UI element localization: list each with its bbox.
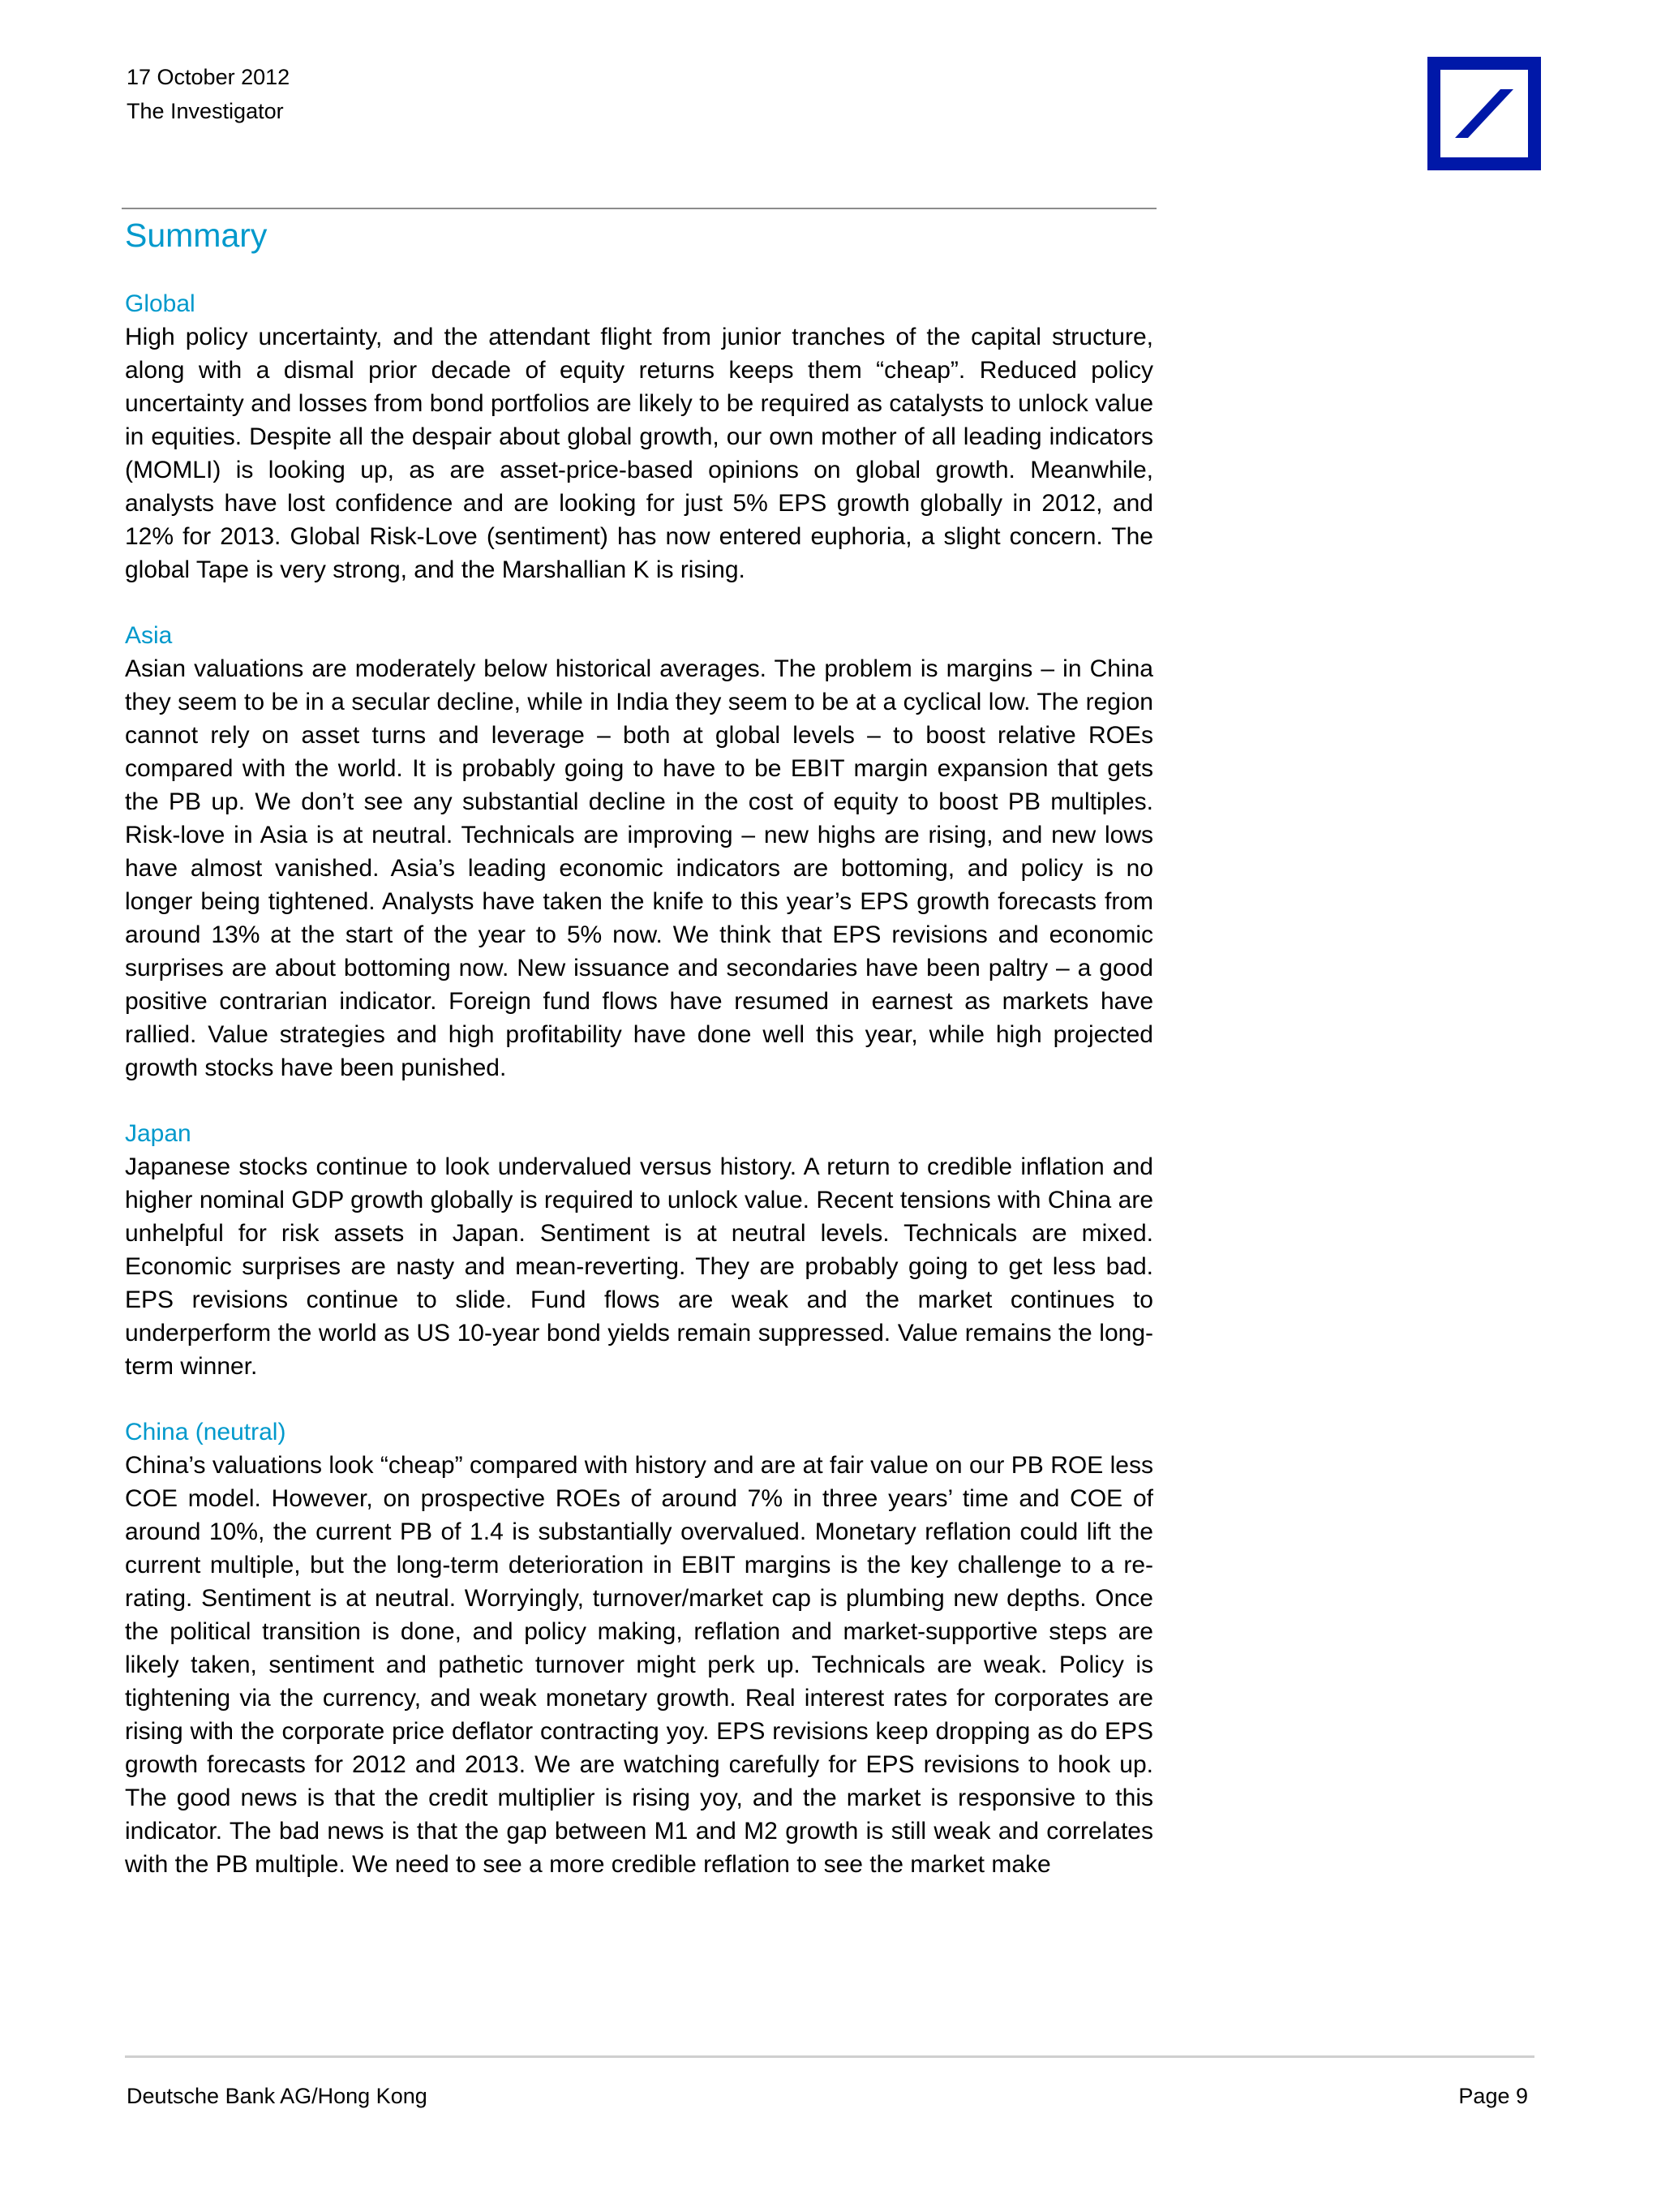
- section-global: [125, 287, 1153, 586]
- section-body: High policy uncertainty, and the attendant flight from junior tranches of the capital structure, along with a dismal prior decade of equity returns keeps them “cheap”. Reduced policy uncertainty and losses from bond portfolios are likely to be required as catalysts to unlock value in equities. Despite all the despair about global growth, our own mother of all leading indicators (MOMLI) is looking up, as are asset-price-based opinions on global growth. Meanwhile, analysts have lost confidence and are looking for just 5% EPS growth globally in 2012, and 12% for 2013. Global Risk-Love (sentiment) has now entered euphoria, a slight concern. The global Tape is very strong, and the Marshallian K is rising.: [125, 324, 1153, 583]
- page-number: Page 9: [1458, 2084, 1528, 2108]
- section-body: Japanese stocks continue to look undervalued versus history. A return to credible inflation and higher nominal GDP growth globally is required to unlock value. Recent tensions with China are unhelpful for risk assets in Japan. Sentiment is at neutral levels. Technicals are mixed. Economic surprises are nasty and mean-reverting. They are probably going to get less bad. EPS revisions continue to slide. Fund flows are weak and the market continues to underperform the world as US 10-year bond yields remain suppressed. Value remains the long-term winner.: [125, 1153, 1153, 1380]
- section-heading: China (neutral): [125, 1419, 286, 1445]
- section-body: China’s valuations look “cheap” compared with history and are at fair value on our PB ROE less COE model. However, on prospective ROEs of around 7% in three years’ time and COE of around 10%, the current PB of 1.4 is substantially overvalued. Monetary reflation could lift the current multiple, but the long-term deterioration in EBIT margins is the key challenge to a re-rating. Sentiment is at neutral. Worryingly, turnover/market cap is plumbing new depths. Once the political transition is done, and policy making, reflation and market-supportive steps are likely taken, sentiment and pathetic turnover might perk up. Technicals are weak. Policy is tightening via the currency, and weak monetary growth. Real interest rates for corporates are rising with the corporate price deflator contracting yoy. EPS revisions keep dropping as do EPS growth forecasts for 2012 and 2013. We are watching carefully for EPS revisions to hook up. The good news is that the credit multiplier is rising yoy, and the market is responsive to this indicator. The bad news is that the gap between M1 and M2 growth is still weak and correlates with the PB multiple. We need to see a more credible reflation to see the market make: [125, 1452, 1153, 1878]
- section-china: [125, 1415, 1153, 1881]
- section-japan: [125, 1117, 1153, 1383]
- report-date: 17 October 2012: [127, 65, 290, 89]
- document-header: [127, 60, 290, 128]
- page-title: Summary: [125, 217, 268, 254]
- section-heading: Asia: [125, 622, 173, 649]
- footer-publisher: Deutsche Bank AG/Hong Kong: [127, 2084, 427, 2108]
- header-divider: [122, 208, 1157, 209]
- section-body: Asian valuations are moderately below historical averages. The problem is margins – in China they seem to be in a secular decline, while in India they seem to be at a cyclical low. The region cannot rely on asset turns and leverage – both at global levels – to boost relative ROEs compared with the world. It is probably going to have to be EBIT margin expansion that gets the PB up. We don’t see any substantial decline in the cost of equity to boost PB multiples. Risk-love in Asia is at neutral. Technicals are improving – new highs are rising, and new lows have almost vanished. Asia’s leading economic indicators are bottoming, and policy is no longer being tightened. Analysts have taken the knife to this year’s EPS growth forecasts from around 13% at the start of the year to 5% now. We think that EPS revisions and economic surprises are about bottoming now. New issuance and secondaries have been paltry – a good positive contrarian indicator. Foreign fund flows have resumed in earnest as markets have rallied. Value strategies and high profitability have done well this year, while high projected growth stocks have been punished.: [125, 655, 1153, 1081]
- summary-content: [125, 287, 1153, 1913]
- publication-name: The Investigator: [127, 99, 284, 123]
- deutsche-bank-logo-icon: [1427, 57, 1541, 170]
- section-heading: Global: [125, 290, 195, 317]
- logo-slash-icon: [1440, 70, 1528, 157]
- section-asia: [125, 619, 1153, 1085]
- footer-divider: [125, 2055, 1534, 2058]
- section-heading: Japan: [125, 1120, 191, 1147]
